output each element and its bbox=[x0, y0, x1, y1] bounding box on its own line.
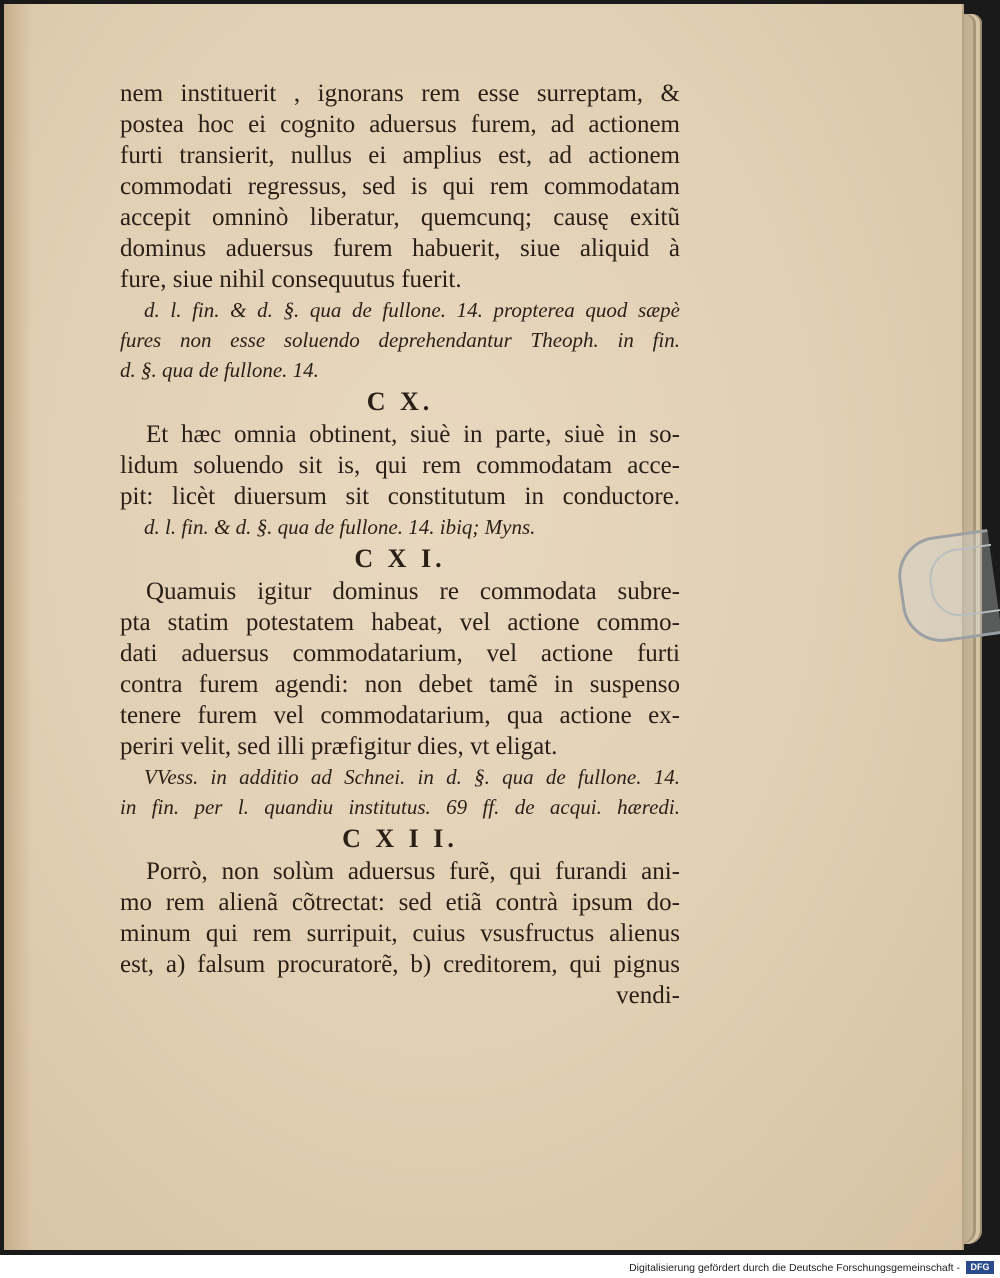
text-line: mo rem alienã cõtrectat: sed etiã contrà ipsum do- bbox=[120, 889, 680, 916]
dfg-logo-icon: DFG bbox=[966, 1261, 994, 1274]
text-line: contra furem agendi: non debet tamẽ in suspenso bbox=[120, 671, 680, 698]
section-heading-cxii: C X I I. bbox=[342, 824, 458, 853]
note-line: d. l. fin. & d. §. qua de fullone. 14. ibiq; Myns. bbox=[144, 515, 536, 539]
text-line: accepit omninò liberatur, quemcunq; causę exitũ bbox=[120, 204, 680, 231]
text-line: est, a) falsum procuratorẽ, b) creditorem, qui pignus bbox=[120, 951, 680, 978]
note-line: d. l. fin. & d. §. qua de fullone. 14. propterea quod sæpè bbox=[144, 298, 680, 322]
text-line: minum qui rem surripuit, cuius vsusfructus alienus bbox=[120, 920, 680, 947]
text-line: dati aduersus commodatarium, vel actione furti bbox=[120, 640, 680, 667]
section-heading-cxi: C X I. bbox=[354, 544, 446, 573]
note-line: in fin. per l. quandiu institutus. 69 ff. de acqui. hæredi. bbox=[120, 795, 680, 819]
text-line: Et hæc omnia obtinent, siuè in parte, siuè in so- bbox=[146, 421, 680, 448]
text-line: periri velit, sed illi præfigitur dies, vt eligat. bbox=[120, 733, 558, 760]
text-line: tenere furem vel commodatarium, qua actione ex- bbox=[120, 702, 680, 729]
section-heading-cx: C X. bbox=[366, 387, 434, 416]
funding-credit: Digitalisierung gefördert durch die Deutsche Forschungsgemeinschaft - bbox=[629, 1262, 960, 1274]
paragraph-3 bbox=[120, 576, 680, 762]
text-line: pit: licèt diuersum sit constitutum in conductore. bbox=[120, 483, 680, 510]
paragraph-2 bbox=[120, 419, 680, 512]
text-line: Porrò, non solùm aduersus furẽ, qui furandi ani- bbox=[146, 858, 680, 885]
text-line: postea hoc ei cognito aduersus furem, ad actionem bbox=[120, 111, 680, 138]
marginal-note-2 bbox=[120, 512, 680, 542]
paragraph-4 bbox=[120, 856, 680, 980]
text-line: fure, siue nihil consequutus fuerit. bbox=[120, 266, 462, 293]
text-line: furti transierit, nullus ei amplius est, ad actionem bbox=[120, 142, 680, 169]
text-line: Quamuis igitur dominus re commodata subre- bbox=[146, 578, 680, 605]
note-line: d. §. qua de fullone. 14. bbox=[120, 358, 319, 382]
paragraph-1 bbox=[120, 78, 680, 295]
text-line: lidum soluendo sit is, qui rem commodatam acce- bbox=[120, 452, 680, 479]
catchword: vendi- bbox=[616, 982, 680, 1009]
note-line: fures non esse soluendo deprehendantur Theoph. in fin. bbox=[120, 328, 680, 352]
text-line: pta statim potestatem habeat, vel actione commo- bbox=[120, 609, 680, 636]
marginal-note-1 bbox=[120, 295, 680, 385]
text-line: nem instituerit , ignorans rem esse surreptam, & bbox=[120, 80, 680, 107]
marginal-note-3 bbox=[120, 762, 680, 822]
note-line: VVess. in additio ad Schnei. in d. §. qua de fullone. 14. bbox=[144, 765, 680, 789]
text-line: commodati regressus, sed is qui rem commodatam bbox=[120, 173, 680, 200]
text-line: dominus aduersus furem habuerit, siue aliquid à bbox=[120, 235, 680, 262]
page-text bbox=[120, 78, 680, 1011]
